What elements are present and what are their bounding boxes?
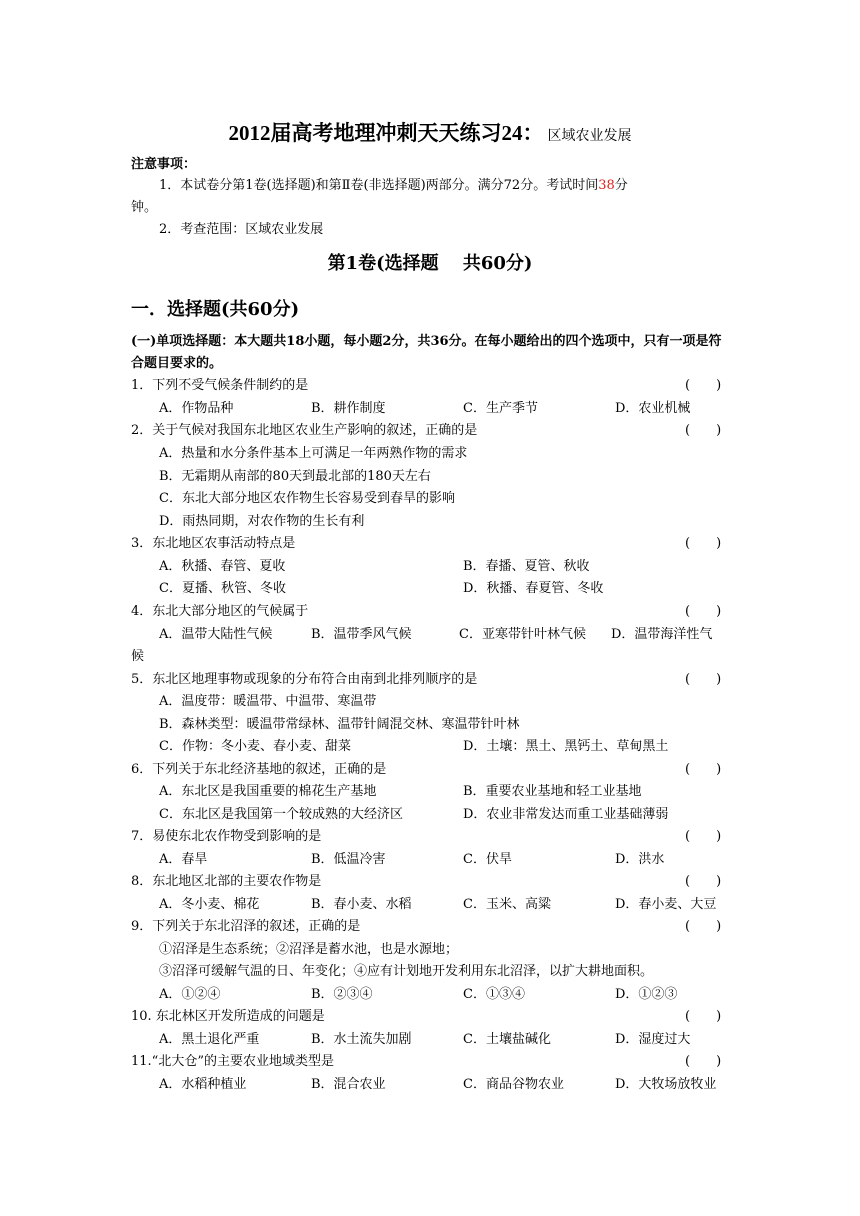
option: D．雨热同期，对农作物的生长有利 — [159, 514, 365, 529]
option: C．亚寒带针叶林气候 — [459, 627, 586, 642]
option-row — [159, 691, 739, 713]
option: B．耕作制度 — [311, 401, 386, 416]
statement: ①沼泽是生态系统；②沼泽是蓄水池，也是水源地； — [159, 942, 459, 957]
option: B．森林类型：暖温带常绿林、温带针阔混交林、寒温带针叶林 — [159, 717, 520, 732]
option: C．伏旱 — [463, 852, 512, 867]
option: D．洪水 — [615, 852, 665, 867]
answer-blank: ( ) — [685, 919, 722, 934]
section-title: 一．选择题(共60分) — [131, 299, 300, 320]
option-row — [159, 556, 739, 578]
option: B．水土流失加剧 — [311, 1032, 412, 1047]
option: A．温带大陆性气候 — [159, 627, 273, 642]
question-stem: 8．东北地区北部的主要农作物是 ( ) — [131, 871, 731, 893]
option-row — [159, 488, 739, 510]
option-row — [159, 984, 739, 1006]
option: C．东北大部分地区农作物生长容易受到春旱的影响 — [159, 491, 455, 506]
option: A．热量和水分条件基本上可满足一年两熟作物的需求 — [159, 446, 468, 461]
option-row — [159, 1029, 739, 1051]
option: D．春小麦、大豆 — [615, 897, 717, 912]
page-title — [0, 117, 860, 147]
option-row — [159, 466, 739, 488]
title-main: 2012届高考地理冲刺天天练习24： — [228, 121, 544, 145]
option-row — [159, 736, 739, 758]
option: A．冬小麦、棉花 — [159, 897, 260, 912]
option: C．土壤盐碱化 — [463, 1032, 551, 1047]
option-row — [159, 511, 739, 533]
option: A．秋播、春管、夏收 — [159, 559, 286, 574]
option: A．东北区是我国重要的棉花生产基地 — [159, 784, 377, 799]
option: D．湿度过大 — [615, 1032, 691, 1047]
option: A．①②④ — [159, 987, 221, 1002]
option: A．温度带：暖温带、中温带、寒温带 — [159, 694, 377, 709]
option: D．农业机械 — [615, 401, 691, 416]
option: D．农业非常发达而重工业基础薄弱 — [463, 807, 669, 822]
option: A．水稻种植业 — [159, 1077, 247, 1092]
statement-row — [159, 939, 739, 961]
volume-title: 第1卷(选择题 共60分) — [327, 253, 533, 274]
notes-heading: 注意事项： — [131, 157, 197, 172]
title-subtitle: 区域农业发展 — [547, 129, 632, 144]
statement-row — [159, 961, 739, 983]
note-item-1-wrap: 钟。 — [131, 200, 158, 215]
option: C．①③④ — [463, 987, 525, 1002]
question-stem: 2．关于气候对我国东北地区农业生产影响的叙述，正确的是 ( ) — [131, 420, 731, 442]
note-item-2: 2．考查范围：区域农业发展 — [159, 222, 324, 237]
option: A．作物品种 — [159, 401, 234, 416]
option: C．夏播、秋管、冬收 — [159, 581, 286, 596]
option: C．生产季节 — [463, 401, 538, 416]
option-row — [159, 398, 739, 420]
option: B．春小麦、水稻 — [311, 897, 412, 912]
answer-blank: ( ) — [685, 1009, 722, 1024]
option-row — [159, 1074, 739, 1096]
question-stem: 4．东北大部分地区的气候属于 ( ) — [131, 601, 731, 623]
answer-blank: ( ) — [685, 829, 722, 844]
option: D．秋播、春夏管、冬收 — [463, 581, 604, 596]
exam-time-value: 38 — [598, 178, 615, 193]
note-item-1: 1．本试卷分第1卷(选择题)和第Ⅱ卷(非选择题)两部分。满分72分。考试时间38分 — [159, 178, 628, 193]
option: D．①②③ — [615, 987, 678, 1002]
option: B．温带季风气候 — [311, 627, 412, 642]
option: A．黑土退化严重 — [159, 1032, 260, 1047]
option: C．作物：冬小麦、春小麦、甜菜 — [159, 739, 351, 754]
question-stem: 9．下列关于东北沼泽的叙述，正确的是 ( ) — [131, 916, 731, 938]
option: A．春旱 — [159, 852, 208, 867]
answer-blank: ( ) — [685, 1054, 722, 1069]
question-stem: 1．下列不受气候条件制约的是 ( ) — [131, 375, 731, 397]
option-row — [159, 781, 739, 803]
option: C．玉米、高粱 — [463, 897, 551, 912]
option-row — [159, 849, 739, 871]
question-stem: 6．下列关于东北经济基地的叙述，正确的是 ( ) — [131, 759, 731, 781]
answer-blank: ( ) — [685, 874, 722, 889]
option: D．温带海洋性气 — [611, 627, 713, 642]
option: B．无霜期从南部的80天到最北部的180天左右 — [159, 469, 431, 484]
statement: ③沼泽可缓解气温的日、年变化；④应有计划地开发利用东北沼泽，以扩大耕地面积。 — [159, 964, 654, 979]
option: D．土壤：黑土、黑钙土、草甸黑土 — [463, 739, 669, 754]
option: B．春播、夏管、秋收 — [463, 559, 590, 574]
option-row — [159, 443, 739, 465]
section-instructions: (一)单项选择题：本大题共18小题，每小题2分，共36分。在每小题给出的四个选项中，只有一项是符合题目要求的。 — [131, 334, 722, 371]
answer-blank: ( ) — [685, 536, 722, 551]
question-stem: 3．东北地区农事活动特点是 ( ) — [131, 533, 731, 555]
option: C．东北区是我国第一个较成熟的大经济区 — [159, 807, 403, 822]
option: B．重要农业基地和轻工业基地 — [463, 784, 642, 799]
option: B．混合农业 — [311, 1077, 386, 1092]
option: B．低温冷害 — [311, 852, 386, 867]
option-row — [159, 578, 739, 600]
option: D．大牧场放牧业 — [615, 1077, 717, 1092]
question-stem: 7．易使东北农作物受到影响的是 ( ) — [131, 826, 731, 848]
answer-blank: ( ) — [685, 762, 722, 777]
answer-blank: ( ) — [685, 423, 722, 438]
option: C．商品谷物农业 — [463, 1077, 564, 1092]
option: B．②③④ — [311, 987, 373, 1002]
question-stem: 11.“北大仓”的主要农业地域类型是 ( ) — [131, 1051, 731, 1073]
answer-blank: ( ) — [685, 378, 722, 393]
answer-blank: ( ) — [685, 604, 722, 619]
option-row — [159, 624, 739, 646]
answer-blank: ( ) — [685, 672, 722, 687]
question-stem: 10. 东北林区开发所造成的问题是 ( ) — [131, 1006, 731, 1028]
option-row — [159, 804, 739, 826]
option-row — [159, 714, 739, 736]
option-wrap: 候 — [131, 649, 145, 664]
question-stem: 5．东北区地理事物或现象的分布符合由南到北排列顺序的是 ( ) — [131, 669, 731, 691]
option-row — [159, 894, 739, 916]
